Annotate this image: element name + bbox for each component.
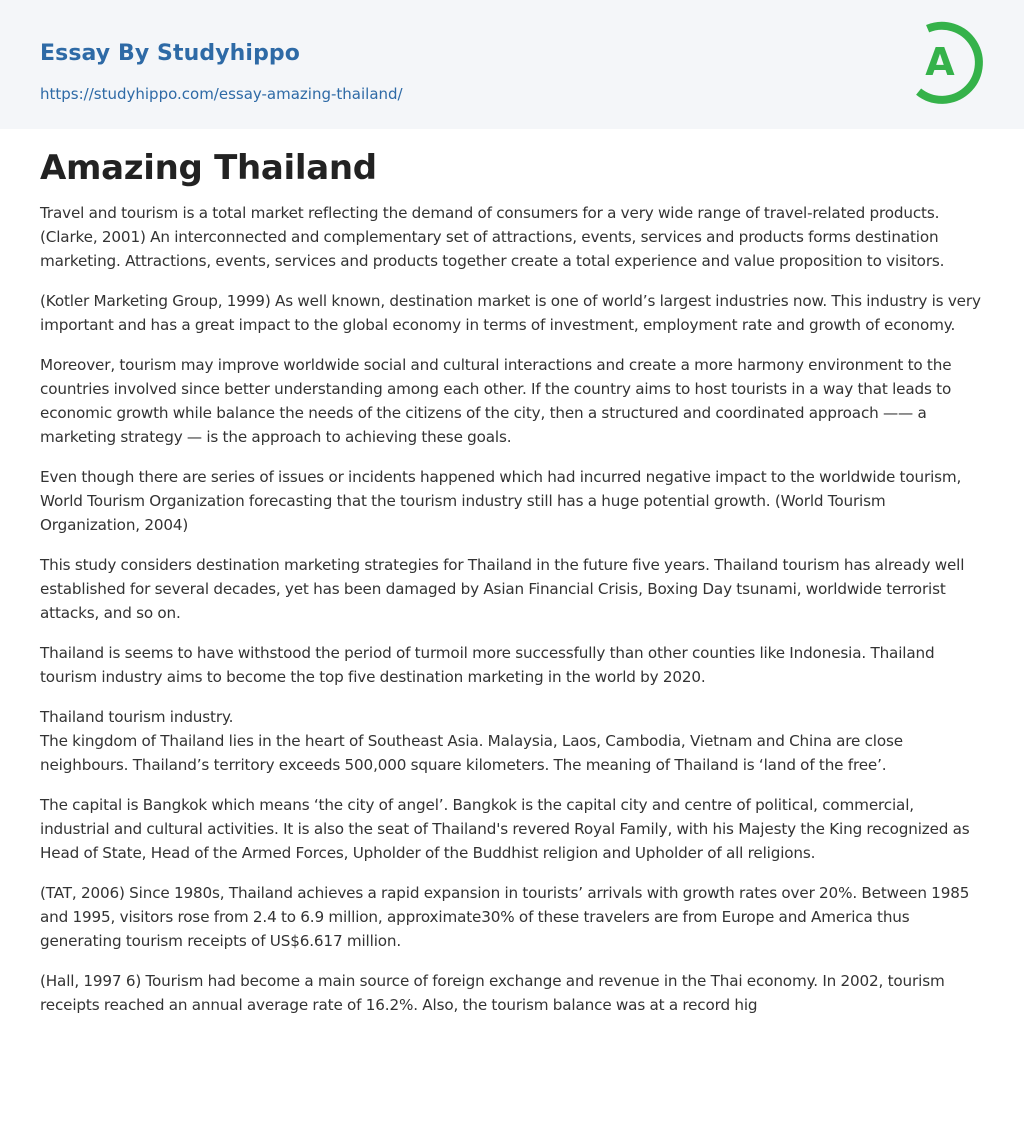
essay-paragraph: Thailand tourism industry. The kingdom of Thailand lies in the heart of Southeast Asia. Malaysia, Laos, Cambodia, Vietnam and China are close neighbours. Thailand’s territory exceeds 500,000 square kilometers. The meaning of Thailand is ‘land of the free’.	[40, 708, 903, 774]
essay-paragraph: The capital is Bangkok which means ‘the city of angel’. Bangkok is the capital city and centre of political, commercial, industrial and cultural activities. It is also the seat of Thailand's revered Royal Family, with his Majesty the King recognized as Head of State, Head of the Armed Forces, Upholder of the Buddhist religion and Upholder of all religions.	[40, 796, 970, 862]
logo-letter: A	[925, 40, 955, 84]
essay-title: Amazing Thailand	[40, 148, 377, 188]
essay-paragraph: (TAT, 2006) Since 1980s, Thailand achieves a rapid expansion in tourists’ arrivals with growth rates over 20%. Between 1985 and 1995, visitors rose from 2.4 to 6.9 million, approximate30% of these travelers are from Europe and America thus generating tourism receipts of US$6.617 million.	[40, 884, 970, 950]
essay-paragraph: (Hall, 1997 6) Tourism had become a main source of foreign exchange and revenue in the Thai economy. In 2002, tourism receipts reached an annual average rate of 16.2%. Also, the tourism balance was at a record hig	[40, 972, 945, 1014]
essay-paragraph: Moreover, tourism may improve worldwide social and cultural interactions and create a more harmony environment to the countries involved since better understanding among each other. If the country aims to host tourists in a way that leads to economic growth while balance the needs of the citizens of the city, then a structured and coordinated approach —— a marketing strategy — is the approach to achieving these goals.	[40, 356, 952, 446]
essay-content	[40, 143, 984, 1033]
essay-paragraph: Travel and tourism is a total market reflecting the demand of consumers for a very wide range of travel-related products. (Clarke, 2001) An interconnected and complementary set of attractions, events, services and products forms destination marketing. Attractions, events, services and products together create a total experience and value proposition to visitors.	[40, 204, 945, 270]
essay-paragraph: This study considers destination marketing strategies for Thailand in the future five years. Thailand tourism has already well established for several decades, yet has been damaged by Asian Financial Crisis, Boxing Day tsunami, worldwide terrorist attacks, and so on.	[40, 556, 965, 622]
site-brand[interactable]: Essay By Studyhippo	[40, 41, 300, 66]
essay-paragraph: (Kotler Marketing Group, 1999) As well known, destination market is one of world’s largest industries now. This industry is very important and has a great impact to the global economy in terms of investment, employment rate and growth of economy.	[40, 292, 981, 334]
logo-graphic	[902, 18, 988, 106]
site-header	[0, 0, 1024, 129]
essay-paragraph: Even though there are series of issues or incidents happened which had incurred negative impact to the worldwide tourism, World Tourism Organization forecasting that the tourism industry still has a huge potential growth. (World Tourism Organization, 2004)	[40, 468, 962, 534]
essay-url-link[interactable]: https://studyhippo.com/essay-amazing-thailand/	[40, 85, 403, 103]
essay-paragraph: Thailand is seems to have withstood the period of turmoil more successfully than other counties like Indonesia. Thailand tourism industry aims to become the top five destination marketing in the world by 2020.	[40, 644, 935, 686]
studyhippo-logo-icon[interactable]	[902, 18, 988, 106]
